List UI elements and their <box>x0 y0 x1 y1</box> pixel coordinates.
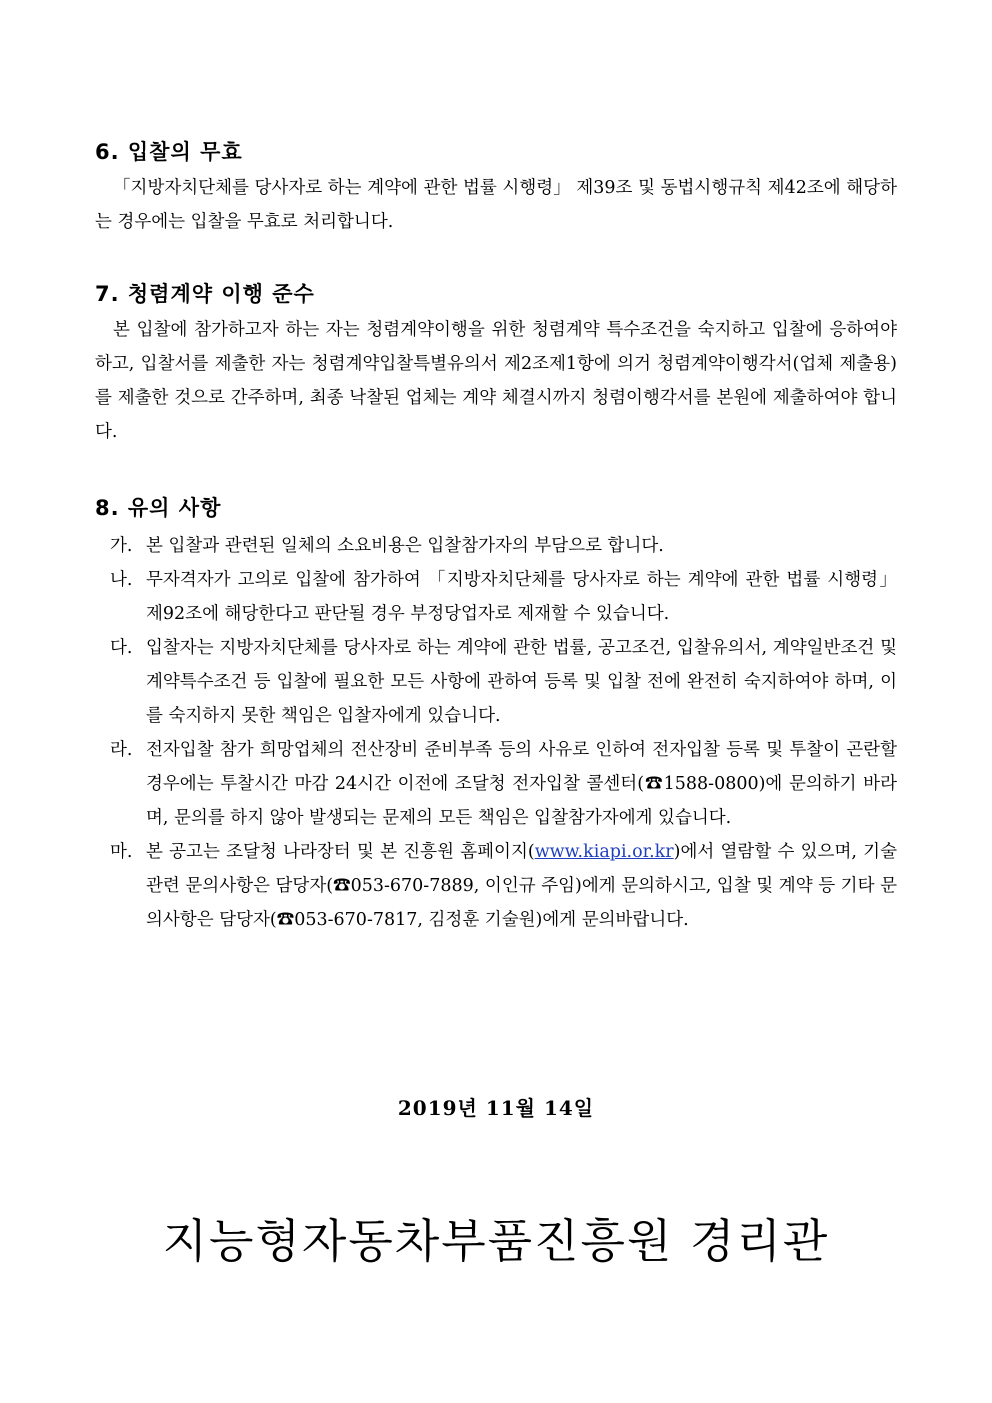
section-7-title: 7. 청렴계약 이행 준수 <box>95 282 315 306</box>
item-text-after-link: )에서 열람할 수 있으며, 기술관련 문의사항은 담당자(☎053-670-7889, 이인규 주임)에게 문의하시고, 입찰 및 계약 등 기타 문의사항은 담당자(☎053-670-7817, 김정훈 기술원)에게 문의바랍니다. <box>146 842 897 930</box>
item-marker: 다. <box>110 638 133 658</box>
item-text: 전자입찰 참가 희망업체의 전산장비 준비부족 등의 사유로 인하여 전자입찰 등록 및 투찰이 곤란할 경우에는 투찰시간 마감 24시간 이전에 조달청 전자입찰 콜센터(☎1588-0800)에 문의하기 바라며, 문의를 하지 않아 발생되는 문제의 모든 책임은 입찰참가자에게 있습니다. <box>146 740 897 828</box>
notice-list <box>110 529 897 937</box>
list-item <box>110 835 897 937</box>
list-item <box>110 733 897 835</box>
issuer-signature: 지능형자동차부품진흥원 경리관 <box>162 1214 830 1268</box>
list-item <box>110 631 897 733</box>
homepage-link[interactable]: www.kiapi.or.kr <box>534 842 674 862</box>
section-6-body: 「지방자치단체를 당사자로 하는 계약에 관한 법률 시행령」 제39조 및 동법시행규칙 제42조에 해당하는 경우에는 입찰을 무효로 처리합니다. <box>95 178 897 232</box>
item-marker: 나. <box>110 570 133 590</box>
item-text: 본 입찰과 관련된 일체의 소요비용은 입찰참가자의 부담으로 합니다. <box>146 536 664 556</box>
list-item <box>110 529 897 563</box>
item-marker: 라. <box>110 740 133 760</box>
item-text-before-link: 본 공고는 조달청 나라장터 및 본 진흥원 홈페이지( <box>146 842 535 862</box>
list-item <box>110 563 897 631</box>
section-7-body: 본 입찰에 참가하고자 하는 자는 청렴계약이행을 위한 청렴계약 특수조건을 숙지하고 입찰에 응하여야 하고, 입찰서를 제출한 자는 청렴계약입찰특별유의서 제2조제1항에 의거 청렴계약이행각서(업체 제출용)를 제출한 것으로 간주하며, 최종 낙찰된 업체는 계약 체결시까지 청렴이행각서를 본원에 제출하여야 합니다. <box>95 320 897 442</box>
section-8-title: 8. 유의 사항 <box>95 496 222 520</box>
item-text: 무자격자가 고의로 입찰에 참가하여 「지방자치단체를 당사자로 하는 계약에 관한 법률 시행령」 제92조에 해당한다고 판단될 경우 부정당업자로 제재할 수 있습니다. <box>146 570 897 624</box>
notice-date: 2019년 11월 14일 <box>397 1096 595 1120</box>
item-marker: 가. <box>110 536 133 556</box>
section-6-title: 6. 입찰의 무효 <box>95 140 243 164</box>
item-marker: 마. <box>110 842 133 862</box>
item-text: 입찰자는 지방자치단체를 당사자로 하는 계약에 관한 법률, 공고조건, 입찰유의서, 계약일반조건 및 계약특수조건 등 입찰에 필요한 모든 사항에 관하여 등록 및 입찰 전에 완전히 숙지하여야 하며, 이를 숙지하지 못한 책임은 입찰자에게 있습니다. <box>146 638 897 726</box>
